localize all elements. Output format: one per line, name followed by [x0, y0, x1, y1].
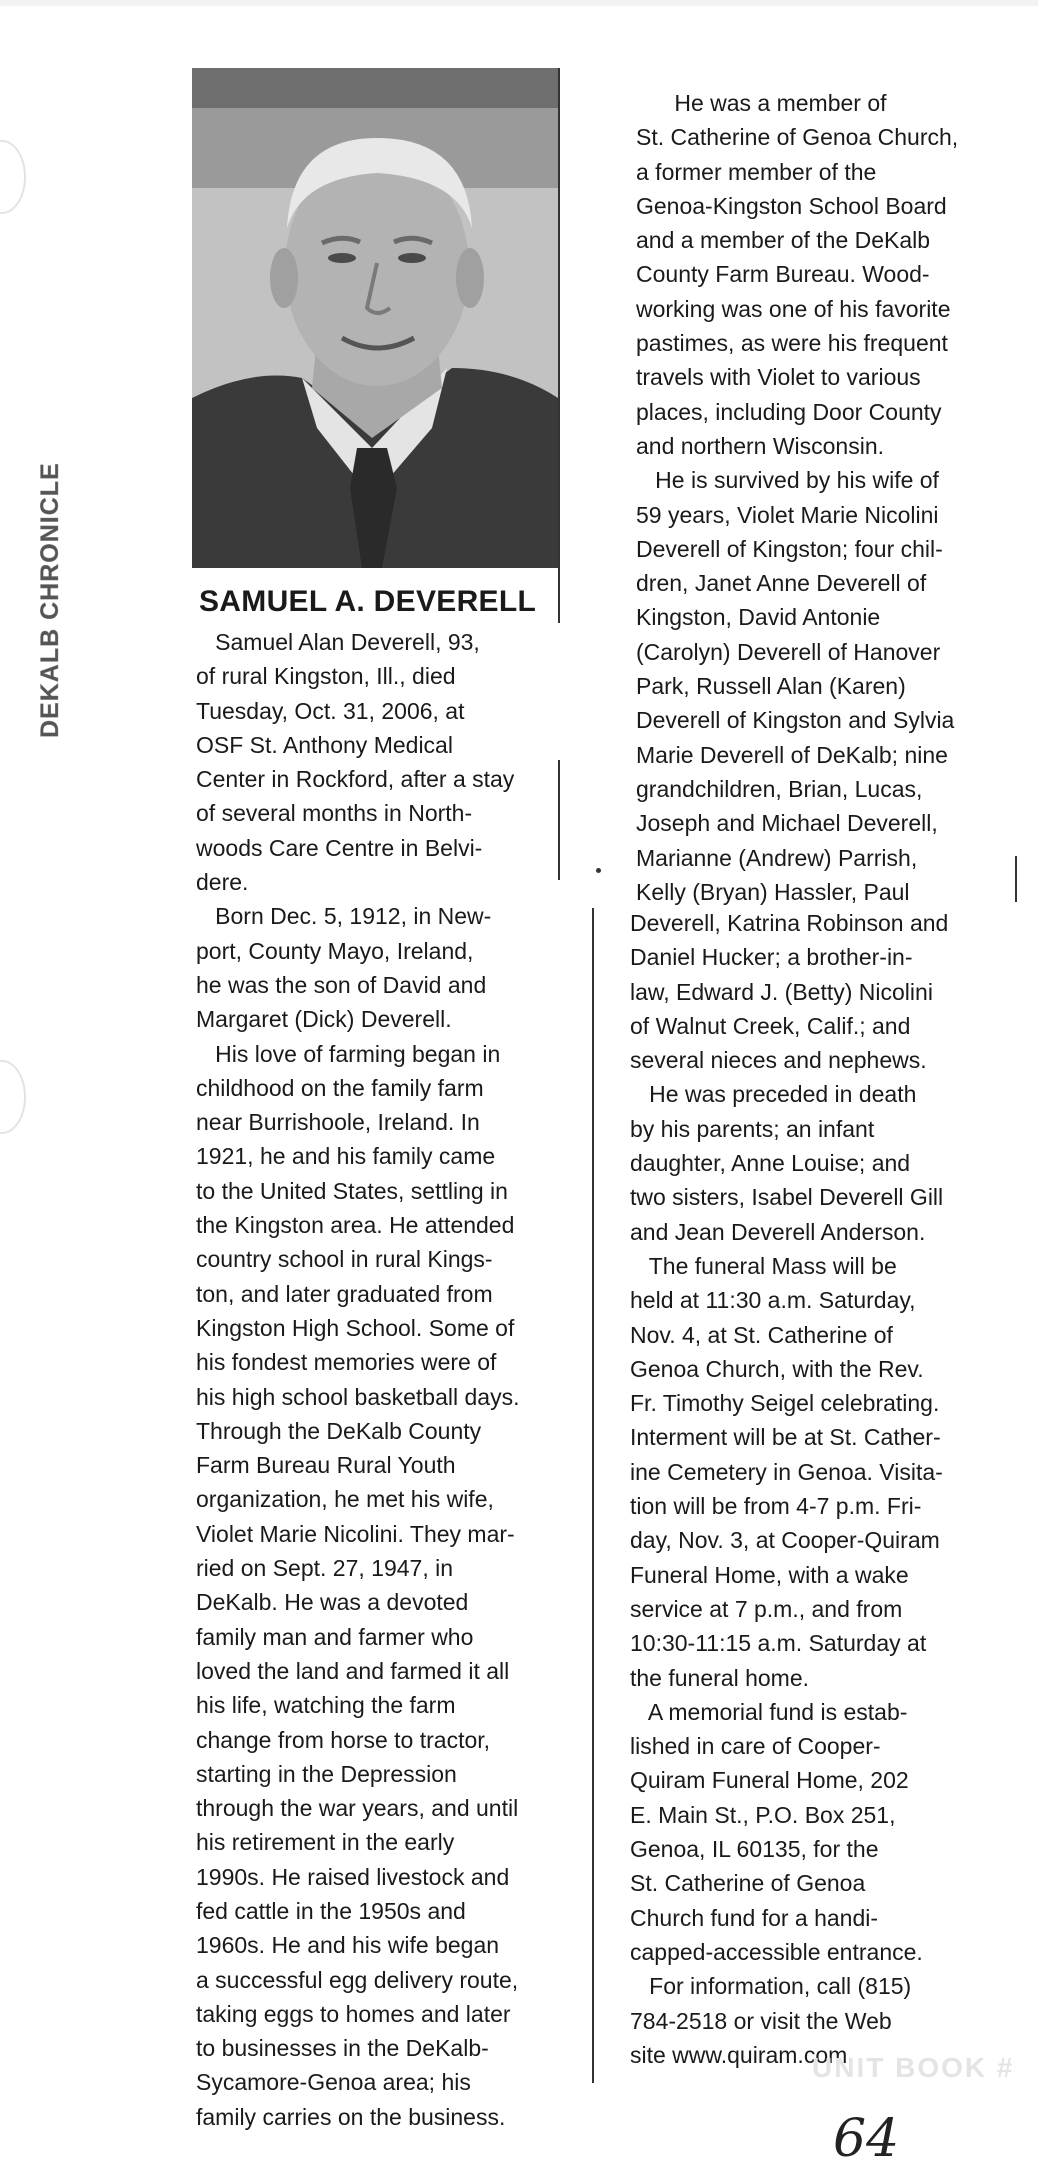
- text-line: of rural Kingston, Ill., died: [196, 663, 456, 690]
- text-line: Margaret (Dick) Deverell.: [196, 1006, 452, 1033]
- text-line: Genoa Church, with the Rev.: [630, 1355, 924, 1382]
- text-line: of Walnut Creek, Calif.; and: [630, 1012, 911, 1039]
- text-line: near Burrishoole, Ireland. In: [196, 1109, 480, 1136]
- text-line: family carries on the business.: [196, 2103, 506, 2130]
- text-line: County Farm Bureau. Wood-: [636, 261, 930, 288]
- text-line: OSF St. Anthony Medical: [196, 731, 453, 758]
- text-line: Deverell of Kingston; four chil-: [636, 535, 943, 562]
- text-line: Nov. 4, at St. Catherine of: [630, 1321, 893, 1348]
- portrait-photo-drawing: [192, 68, 558, 568]
- text-line: Genoa, IL 60135, for the: [630, 1836, 879, 1863]
- text-line: St. Catherine of Genoa: [630, 1870, 866, 1897]
- text-line: Deverell of Kingston and Sylvia: [636, 707, 955, 734]
- text-line: two sisters, Isabel Deverell Gill: [630, 1184, 944, 1211]
- text-line: Born Dec. 5, 1912, in New-: [196, 903, 492, 930]
- text-line: the funeral home.: [630, 1664, 810, 1691]
- text-line: fed cattle in the 1950s and: [196, 1897, 466, 1924]
- text-line: tion will be from 4-7 p.m. Fri-: [630, 1493, 922, 1520]
- text-line: Daniel Hucker; a brother-in-: [630, 944, 913, 971]
- text-line: 784-2518 or visit the Web: [630, 2007, 892, 2034]
- text-line: grandchildren, Brian, Lucas,: [636, 775, 923, 802]
- text-line: by his parents; an infant: [630, 1115, 875, 1142]
- text-line: Deverell, Katrina Robinson and: [630, 910, 949, 936]
- text-line: working was one of his favorite: [636, 295, 951, 322]
- text-line: The funeral Mass will be: [630, 1252, 897, 1279]
- text-line: change from horse to tractor,: [196, 1726, 491, 1753]
- text-line: Sycamore-Genoa area; his: [196, 2069, 471, 2096]
- text-line: Tuesday, Oct. 31, 2006, at: [196, 697, 465, 724]
- text-line: 1990s. He raised livestock and: [196, 1863, 510, 1890]
- text-line: 59 years, Violet Marie Nicolini: [636, 501, 939, 528]
- text-line: (Carolyn) Deverell of Hanover: [636, 638, 941, 665]
- text-line: Center in Rockford, after a stay: [196, 766, 515, 793]
- text-line: he was the son of David and: [196, 971, 487, 998]
- column-divider: [558, 760, 560, 880]
- text-line: taking eggs to homes and later: [196, 2000, 511, 2027]
- text-line: Kingston High School. Some of: [196, 1314, 515, 1341]
- text-line: the Kingston area. He attended: [196, 1212, 515, 1239]
- text-line: Fr. Timothy Seigel celebrating.: [630, 1390, 940, 1417]
- text-line: Quiram Funeral Home, 202: [630, 1767, 909, 1794]
- punch-hole: [0, 1060, 26, 1134]
- text-line: A memorial fund is estab-: [630, 1698, 908, 1725]
- column-divider: [1015, 856, 1017, 902]
- text-line: his retirement in the early: [196, 1829, 455, 1856]
- text-line: Violet Marie Nicolini. They mar-: [196, 1520, 515, 1547]
- handwritten-page-number: 64: [833, 2109, 900, 2169]
- text-line: ine Cemetery in Genoa. Visita-: [630, 1458, 943, 1485]
- text-line: 10:30-11:15 a.m. Saturday at: [630, 1630, 927, 1657]
- text-line: of several months in North-: [196, 800, 473, 827]
- text-line: ried on Sept. 27, 1947, in: [196, 1555, 454, 1582]
- text-line: Samuel Alan Deverell, 93,: [196, 629, 480, 655]
- text-line: Church fund for a handi-: [630, 1904, 879, 1931]
- text-line: several nieces and nephews.: [630, 1047, 927, 1074]
- text-line: capped-accessible entrance.: [630, 1938, 923, 1965]
- text-line: Through the DeKalb County: [196, 1417, 482, 1444]
- text-line: He was a member of: [636, 90, 887, 116]
- text-line: dren, Janet Anne Deverell of: [636, 570, 927, 597]
- text-line: his life, watching the farm: [196, 1692, 456, 1719]
- text-line: woods Care Centre in Belvi-: [196, 834, 483, 861]
- obituary-headline: SAMUEL A. DEVERELL: [199, 585, 537, 618]
- text-line: He is survived by his wife of: [636, 467, 939, 494]
- text-line: through the war years, and until: [196, 1795, 519, 1822]
- obituary-column-2-top: [636, 86, 958, 909]
- text-line: Marie Deverell of DeKalb; nine: [636, 741, 948, 768]
- text-line: DeKalb. He was a devoted: [196, 1589, 469, 1616]
- text-line: held at 11:30 a.m. Saturday,: [630, 1287, 916, 1314]
- text-line: St. Catherine of Genoa Church,: [636, 124, 959, 151]
- text-line: day, Nov. 3, at Cooper-Quiram: [630, 1527, 940, 1554]
- text-line: Interment will be at St. Cather-: [630, 1424, 941, 1451]
- text-line: country school in rural Kings-: [196, 1246, 493, 1273]
- text-line: his fondest memories were of: [196, 1349, 497, 1376]
- text-line: His love of farming began in: [196, 1040, 501, 1067]
- text-line: port, County Mayo, Ireland,: [196, 937, 474, 964]
- text-line: Farm Bureau Rural Youth: [196, 1452, 456, 1479]
- photo-frame-rule: [558, 68, 560, 623]
- text-line: Kingston, David Antonie: [636, 604, 881, 631]
- text-line: law, Edward J. (Betty) Nicolini: [630, 978, 933, 1005]
- text-line: loved the land and farmed it all: [196, 1657, 510, 1684]
- text-line: organization, he met his wife,: [196, 1486, 494, 1513]
- text-line: Park, Russell Alan (Karen): [636, 673, 906, 700]
- newspaper-name-label: DEKALB CHRONICLE: [36, 462, 64, 738]
- text-line: his high school basketball days.: [196, 1383, 520, 1410]
- text-line: places, including Door County: [636, 398, 942, 425]
- text-line: pastimes, as were his frequent: [636, 330, 948, 357]
- text-line: and a member of the DeKalb: [636, 227, 931, 254]
- unit-book-stamp: UNIT BOOK #: [812, 2052, 1015, 2083]
- text-line: and northern Wisconsin.: [636, 432, 885, 459]
- text-line: He was preceded in death: [630, 1081, 917, 1108]
- text-line: Funeral Home, with a wake: [630, 1561, 909, 1588]
- text-line: ton, and later graduated from: [196, 1280, 493, 1307]
- text-line: a former member of the: [636, 158, 877, 185]
- text-line: and Jean Deverell Anderson.: [630, 1218, 926, 1245]
- obituary-column-2-bottom: [630, 906, 948, 2072]
- text-line: lished in care of Cooper-: [630, 1733, 881, 1760]
- text-line: daughter, Anne Louise; and: [630, 1150, 911, 1177]
- text-line: 1921, he and his family came: [196, 1143, 496, 1170]
- text-line: Genoa-Kingston School Board: [636, 192, 947, 219]
- text-line: Joseph and Michael Deverell,: [636, 810, 938, 837]
- punch-hole: [0, 140, 26, 214]
- text-line: starting in the Depression: [196, 1760, 457, 1787]
- text-line: Marianne (Andrew) Parrish,: [636, 844, 918, 871]
- text-line: to businesses in the DeKalb-: [196, 2035, 489, 2062]
- text-line: For information, call (815): [630, 1973, 912, 2000]
- text-line: Kelly (Bryan) Hassler, Paul: [636, 878, 910, 905]
- column-divider: [592, 908, 594, 2083]
- text-line: childhood on the family farm: [196, 1074, 484, 1101]
- obituary-column-1: [196, 625, 519, 2134]
- text-line: E. Main St., P.O. Box 251,: [630, 1801, 896, 1828]
- scan-edge: [0, 0, 1038, 6]
- text-line: a successful egg delivery route,: [196, 1966, 519, 1993]
- portrait-photo: [192, 68, 558, 568]
- text-line: to the United States, settling in: [196, 1177, 508, 1204]
- text-line: family man and farmer who: [196, 1623, 474, 1650]
- text-line: 1960s. He and his wife began: [196, 1932, 500, 1959]
- text-line: travels with Violet to various: [636, 364, 921, 391]
- text-line: dere.: [196, 869, 249, 896]
- scan-speck: [596, 868, 601, 873]
- text-line: site www.quiram.com.: [630, 2041, 854, 2068]
- text-line: service at 7 p.m., and from: [630, 1595, 903, 1622]
